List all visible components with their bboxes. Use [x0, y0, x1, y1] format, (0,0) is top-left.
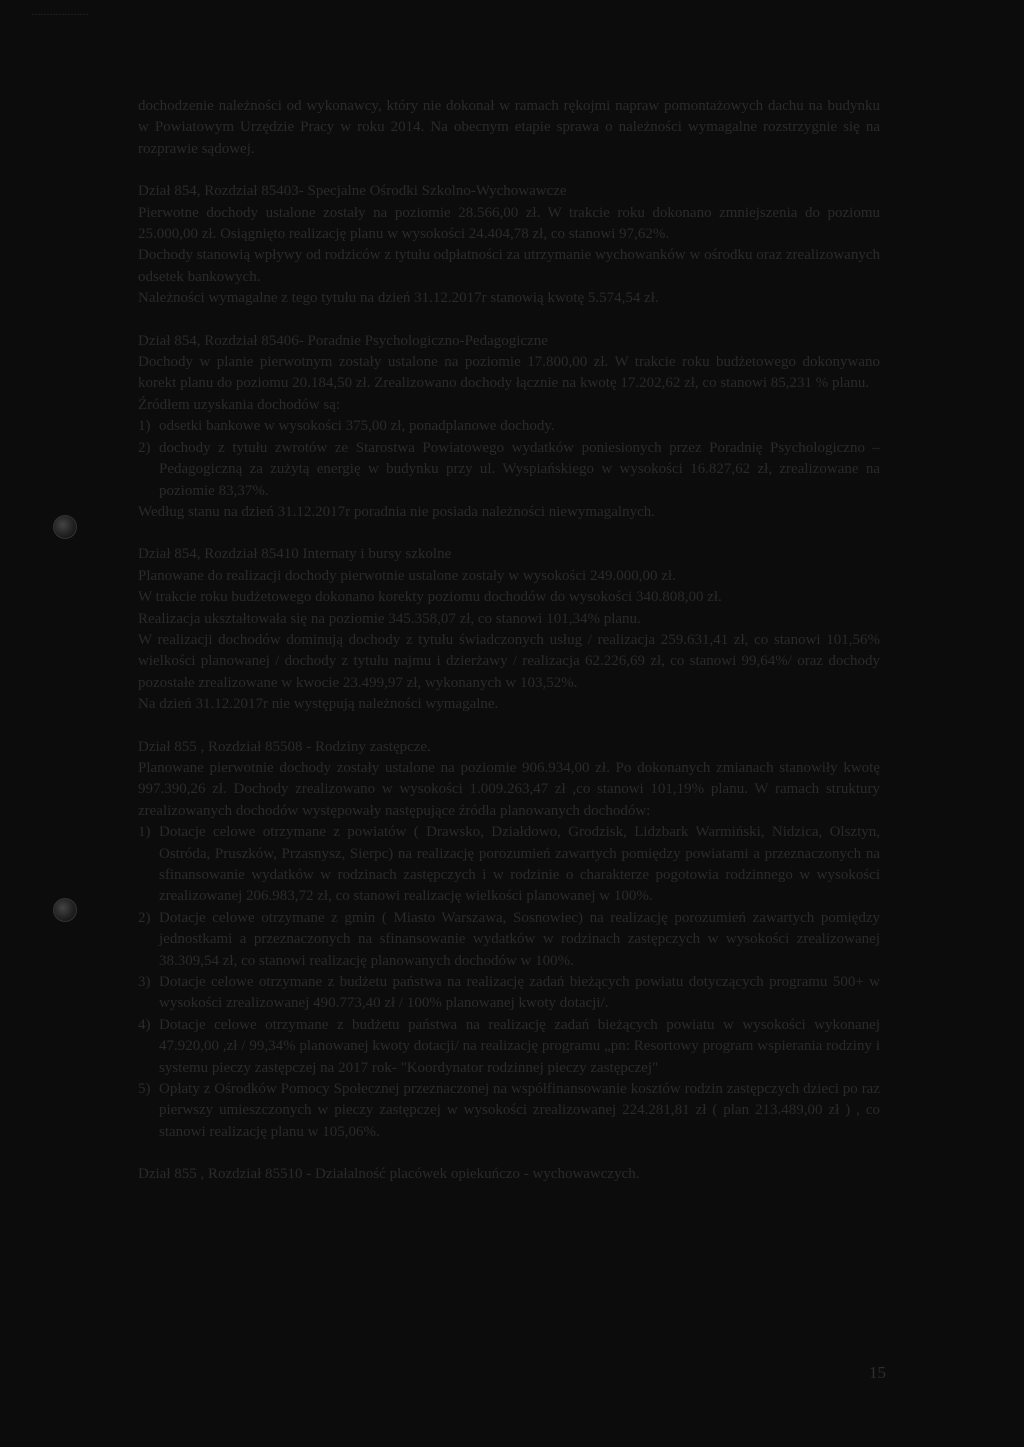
- section-heading: Dział 854, Rozdział 85406- Poradnie Psychologiczno-Pedagogiczne: [138, 332, 548, 349]
- income-sources-list: [138, 416, 880, 502]
- list-item: [138, 822, 880, 908]
- document-body: [138, 96, 880, 1186]
- paragraph: Planowane pierwotnie dochody zostały ustalone na poziomie 906.934,00 zł. Po dokonanych zmianach stanowiły kwotę 997.390,26 zł. Dochody zrealizowano w wysokości 1.009.263,47 zł ,co stanowi 101,19% planu. W ramach struktury zrealizowanych dochodów występowały następujące źródła planowanych dochodów:: [138, 759, 880, 819]
- list-text: Dotacje celowe otrzymane z budżetu państwa na realizację zadań bieżących powiatu w wysokości wykonanej 47.920,00 ,zł / 99,34% planowanej kwoty dotacji/ na realizację programu „pn: Resortowy program wspierania rodziny i systemu pieczy zastępczej na 2017 rok- "Koordynator rodzinnej pieczy zastępczej": [159, 1016, 880, 1076]
- paragraph: Źródłem uzyskania dochodów są:: [138, 396, 341, 413]
- section-heading: Dział 854, Rozdział 85410 Internaty i bursy szkolne: [138, 546, 452, 563]
- paragraph: Dochody stanowią wpływy od rodziców z tytułu odpłatności za utrzymanie wychowanków w ośrodku oraz zrealizowanych odsetek bankowych.: [138, 247, 880, 285]
- list-text: Opłaty z Ośrodków Pomocy Społecznej przeznaczonej na współfinansowanie kosztów rodzin zastępczych dzieci po raz pierwszy umieszczonych w pieczy zastępczej w wysokości zrealizowanej 224.281,81 zł ( plan 213.489,00 zł ) , co stanowi realizację planu w 105,06%.: [159, 1081, 880, 1140]
- list-number: 2): [138, 439, 151, 456]
- list-item: [138, 438, 880, 502]
- list-number: 3): [138, 974, 151, 991]
- punch-hole-icon: [53, 515, 77, 539]
- punch-hole-icon: [53, 898, 77, 922]
- list-text: dochody z tytułu zwrotów ze Starostwa Powiatowego wydatków poniesionych przez Poradnię Psychologiczno – Pedagogiczną za zużytą energię w budynku przy ul. Wyspiańskiego w wysokości 16.827,62 zł, zrealizowane na poziomie 83,37%.: [159, 439, 880, 499]
- list-text: Dotacje celowe otrzymane z budżetu państwa na realizację zadań bieżących powiatu dotyczących programu 500+ w wysokości zrealizowanej 490.773,40 zł / 100% planowanej kwoty dotacji/.: [159, 974, 880, 1012]
- list-number: 5): [138, 1081, 151, 1098]
- paragraph: Należności wymagalne z tego tytułu na dzień 31.12.2017r stanowią kwotę 5.574,54 zł.: [138, 290, 659, 307]
- paragraph: W realizacji dochodów dominują dochody z tytułu świadczonych usług / realizacja 259.631,41 zł, co stanowi 101,56% wielkości planowanej / dochody z tytułu najmu i dzierżawy / realizacja 62.226,69 zł, co stanowi 99,64%/ oraz dochody pozostałe zrealizowane w kwocie 23.499,97 zł, wykonanych w 103,52%.: [138, 631, 880, 691]
- paragraph: Pierwotne dochody ustalone zostały na poziomie 28.566,00 zł. W trakcie roku dokonano zmniejszenia do poziomu 25.000,00 zł. Osiągnięto realizację planu w wysokości 24.404,78 zł, co stanowi 97,62%.: [138, 204, 880, 243]
- list-text: Dotacje celowe otrzymane z gmin ( Miasto Warszawa, Sosnowiec) na realizację porozumień zawartych pomiędzy jednostkami a przeznaczonych na sfinansowanie wydatków w rodzinach zastępczych w wysokości zrealizowanej 38.309,54 zł, co stanowi realizację planowanych dochodów w 100%.: [159, 909, 880, 969]
- list-number: 2): [138, 909, 151, 926]
- paragraph: Dochody w planie pierwotnym zostały ustalone na poziomie 17.800,00 zł. W trakcie roku budżetowego dokonywano korekt planu do poziomu 20.184,50 zł. Zrealizowano dochody łącznie na kwotę 17.202,62 zł, co stanowi 85,231 % planu.: [138, 354, 880, 392]
- list-item: [138, 1015, 880, 1079]
- paragraph: W trakcie roku budżetowego dokonano korekty poziomu dochodów do wysokości 340.808,00 zł.: [138, 589, 722, 606]
- list-number: 4): [138, 1016, 151, 1033]
- paragraph: Planowane do realizacji dochody pierwotnie ustalone zostały w wysokości 249.000,00 zł.: [138, 567, 676, 584]
- income-sources-list: [138, 822, 880, 1143]
- list-number: 1): [138, 824, 151, 841]
- section-heading: Dział 854, Rozdział 85403- Specjalne Ośrodki Szkolno-Wychowawcze: [138, 183, 567, 200]
- paragraph: dochodzenie należności od wykonawcy, który nie dokonał w ramach rękojmi napraw pomontażowych dachu na budynku w Powiatowym Urzędzie Pracy w roku 2014. Na obecnym etapie sprawa o należności wymagalne rozstrzygnie się na rozprawie sądowej.: [138, 98, 880, 157]
- list-text: Dotacje celowe otrzymane z powiatów ( Drawsko, Działdowo, Grodzisk, Lidzbark Warmiński, Nidzica, Olsztyn, Ostróda, Pruszków, Przasnysz, Sierpc) na realizację porozumień zawartych pomiędzy powiatami a przeznaczonych na sfinansowanie wydatków w rodzinach zastępczych i w rodzinie o charakterze pogotowia rodzinnego w wysokości zrealizowanej 206.983,72 zł, co stanowi realizację wielkości planowanej w 100%.: [159, 824, 880, 905]
- paragraph: Realizacja ukształtowała się na poziomie 345.358,07 zł, co stanowi 101,34% planu.: [138, 610, 641, 627]
- paragraph: Na dzień 31.12.2017r nie występują należności wymagalne.: [138, 696, 499, 713]
- list-item: [138, 908, 880, 972]
- list-item: [138, 416, 880, 437]
- page-number: 15: [869, 1363, 886, 1382]
- paragraph: Według stanu na dzień 31.12.2017r poradnia nie posiada należności niewymagalnych.: [138, 503, 655, 520]
- list-item: [138, 972, 880, 1015]
- list-number: 1): [138, 418, 151, 435]
- section-heading: Dział 855 , Rozdział 85508 - Rodziny zastępcze.: [138, 738, 431, 755]
- scan-header-text: ...................: [32, 8, 89, 17]
- list-item: [138, 1079, 880, 1143]
- section-heading: Dział 855 , Rozdział 85510 - Działalność placówek opiekuńczo - wychowawczych.: [138, 1166, 640, 1183]
- list-text: odsetki bankowe w wysokości 375,00 zł, ponadplanowe dochody.: [159, 418, 555, 435]
